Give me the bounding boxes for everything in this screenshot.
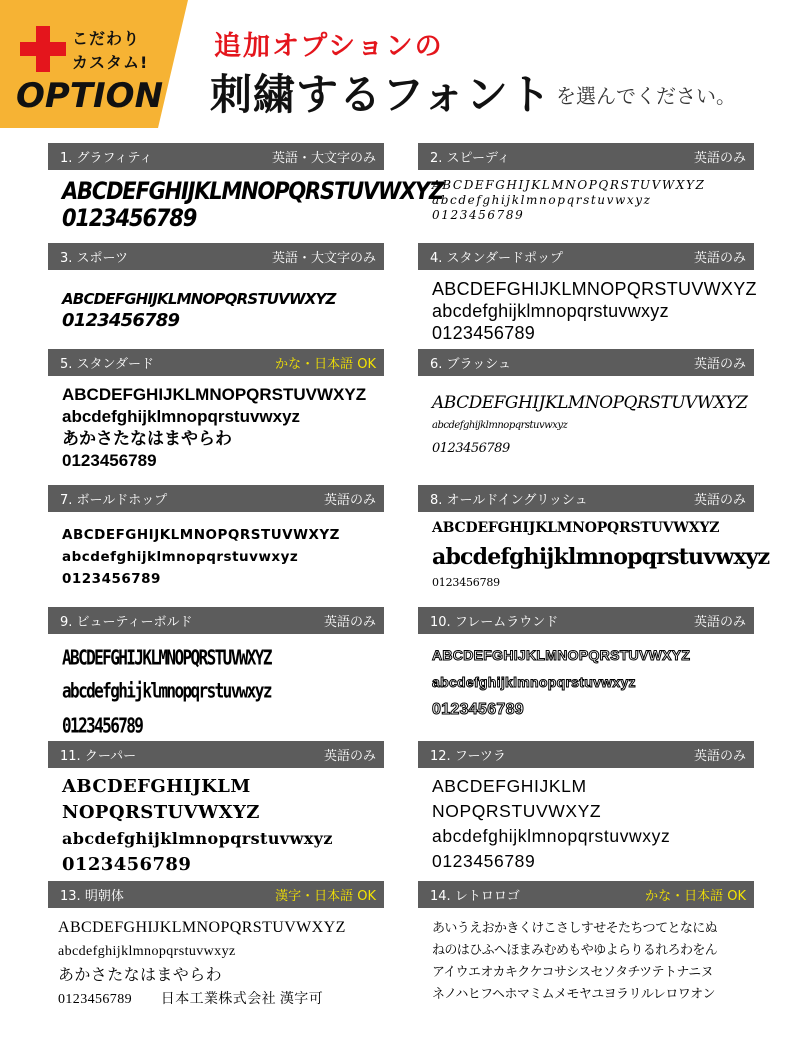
font-number: 7.	[60, 493, 73, 508]
sample-line: 0123456789	[432, 323, 536, 343]
font-option-12[interactable]	[418, 741, 754, 881]
badge-text-custom: カスタム!	[72, 53, 149, 72]
font-number: 3.	[60, 251, 73, 266]
sample-line: abcdefghijklmnopqrstuvwxyz	[62, 678, 271, 703]
sample-line: ねのはひふへほまみむめもやゆよらりるれろわをん	[432, 943, 718, 958]
sample-line: ABCDEFGHIJKLM	[432, 776, 587, 796]
font-header-bar	[418, 349, 754, 376]
sample-line: 0123456789	[432, 701, 524, 718]
font-sample	[418, 270, 757, 344]
font-support-tag: 英語・大文字のみ	[271, 251, 376, 266]
sample-line: 0123456789	[432, 851, 536, 871]
sample-line: 0123456789	[62, 204, 197, 232]
font-sample	[48, 634, 384, 739]
font-header-bar	[418, 881, 754, 908]
sample-line: abcdefghijklmnopqrstuvwxyz	[62, 407, 301, 426]
sample-line: ABCDEFGHIJKLMNOPQRSTUVWXYZ	[62, 527, 340, 543]
font-support-tag: 英語のみ	[693, 749, 746, 764]
sample-line: ABCDEFGHIJKLMNOPQRSTUVWXYZ	[62, 645, 271, 670]
font-option-7[interactable]	[48, 485, 384, 607]
font-name: クーパー	[84, 749, 137, 764]
font-option-14[interactable]	[418, 881, 754, 1003]
font-header-bar	[48, 485, 384, 512]
font-name: ビューティーボルド	[76, 615, 193, 630]
sample-line: abcdefghijklmnopqrstuvwxyz	[432, 544, 770, 570]
sample-line: ABCDEFGHIJKLMNOPQRSTUVWXYZ	[62, 385, 367, 404]
font-name: オールドイングリッシュ	[446, 493, 588, 508]
font-number: 5.	[60, 357, 73, 372]
font-support-tag: 英語のみ	[693, 251, 746, 266]
sample-line: 0123456789	[62, 713, 143, 738]
sample-line: あかさたなはまやらわ	[58, 967, 223, 984]
font-name: グラフィティ	[76, 151, 153, 166]
font-support-tag: 英語のみ	[323, 749, 376, 764]
sample-line: ABCDEFGHIJKLMNOPQRSTUVWXYZ	[62, 177, 443, 205]
font-option-8[interactable]	[418, 485, 770, 607]
font-number: 6.	[430, 357, 443, 372]
sample-line: 0123456789 日本工業株式会社 漢字可	[58, 992, 324, 1007]
font-name: ブラッシュ	[446, 357, 512, 372]
font-sample	[48, 170, 443, 232]
font-number: 2.	[430, 151, 443, 166]
red-cross-icon	[20, 26, 66, 72]
font-number: 1.	[60, 151, 73, 166]
font-option-6[interactable]	[418, 349, 754, 485]
font-number: 4.	[430, 251, 443, 266]
font-sample	[48, 376, 384, 472]
font-name: フーツラ	[454, 749, 506, 764]
sample-line: ABCDEFGHIJKLMNOPQRSTUVWXYZ	[58, 919, 346, 936]
font-support-tag: 漢字・日本語 OK	[275, 889, 376, 904]
sample-line: あかさたなはまやらわ	[62, 429, 232, 448]
font-header-bar	[48, 881, 384, 908]
font-sample	[418, 634, 754, 723]
font-name: スポーツ	[76, 251, 129, 266]
header-subtitle: 追加オプションの	[214, 31, 444, 62]
font-option-9[interactable]	[48, 607, 384, 741]
sample-line: 0123456789	[432, 441, 510, 456]
font-header-bar	[48, 741, 384, 768]
badge-text-option: OPTION	[16, 76, 164, 116]
font-header-bar	[418, 607, 754, 634]
font-sample	[418, 376, 754, 462]
font-option-10[interactable]	[418, 607, 754, 741]
font-number: 8.	[430, 493, 443, 508]
font-sample	[418, 512, 770, 592]
font-support-tag: かな・日本語 OK	[275, 357, 376, 372]
sample-line: abcdefghijklmnopqrstuvwxyz	[432, 420, 568, 431]
badge-text-kodawari: こだわり	[72, 29, 141, 48]
font-name: スタンダードポップ	[446, 251, 564, 266]
sample-line: 0123456789	[62, 854, 192, 875]
font-sample	[48, 512, 384, 590]
sample-line: NOPQRSTUVWXYZ	[432, 801, 602, 821]
sample-line: 0123456789	[62, 310, 180, 331]
font-option-4[interactable]	[418, 243, 757, 349]
font-option-13[interactable]	[48, 881, 384, 1007]
sample-line: abcdefghijklmnopqrstuvwxyz	[58, 944, 236, 959]
font-header-bar	[418, 243, 754, 270]
font-grid	[48, 143, 770, 1007]
font-support-tag: 英語のみ	[323, 615, 376, 630]
font-header-bar	[48, 607, 384, 634]
font-support-tag: 英語のみ	[693, 357, 746, 372]
font-option-3[interactable]	[48, 243, 384, 349]
sample-line: 0123456789	[62, 571, 161, 587]
sample-line: abcdefghijklmnopqrstuvwxyz	[62, 549, 299, 565]
font-support-tag: 英語のみ	[693, 493, 746, 508]
font-name: スタンダード	[76, 357, 155, 372]
sample-line: 0123456789	[62, 451, 157, 470]
sample-line: abcdefghijklmnopqrstuvwxyz	[432, 193, 652, 207]
sample-line: ABCDEFGHIJKLM	[62, 776, 251, 797]
font-header-bar	[418, 143, 754, 170]
font-name: スピーディ	[446, 151, 510, 166]
sample-line: ABCDEFGHIJKLMNOPQRSTUVWXYZ	[432, 393, 748, 413]
title-suffix: を選んでください。	[556, 84, 736, 108]
font-sample	[418, 768, 754, 874]
sample-line: ABCDEFGHIJKLMNOPQRSTUVWXYZ	[62, 290, 336, 308]
font-option-1[interactable]	[48, 143, 443, 243]
font-sample	[48, 270, 384, 332]
page-title: 刺繍するフォント	[210, 70, 552, 119]
font-support-tag: かな・日本語 OK	[645, 889, 746, 904]
font-sample	[48, 768, 384, 878]
font-number: 13.	[60, 889, 81, 904]
font-number: 9.	[60, 615, 73, 630]
sample-line: 0123456789	[432, 576, 500, 589]
sample-line: abcdefghijklmnopqrstuvwxyz	[62, 829, 333, 848]
sample-line: abcdefghijklmnopqrstuvwxyz	[432, 826, 671, 846]
font-header-bar	[418, 485, 754, 512]
font-header-bar	[418, 741, 754, 768]
sample-line: あいうえおかきくけこさしすせそたちつてとなにぬ	[432, 921, 718, 936]
font-support-tag: 英語のみ	[323, 493, 376, 508]
font-sample	[418, 908, 754, 1006]
font-option-2[interactable]	[418, 143, 754, 243]
sample-line: abcdefghijklmnopqrstuvwxyz	[432, 301, 669, 321]
font-option-11[interactable]	[48, 741, 384, 881]
font-header-bar	[48, 349, 384, 376]
font-sample	[418, 170, 754, 223]
font-sample	[48, 908, 384, 1012]
font-name: ボールドホップ	[76, 493, 168, 508]
sample-line: ABCDEFGHIJKLMNOPQRSTUVWXYZ	[432, 647, 691, 663]
font-number: 12.	[430, 749, 451, 764]
font-number: 14.	[430, 889, 451, 904]
font-option-5[interactable]	[48, 349, 384, 485]
sample-line: abcdefghijklmnopqrstuvwxyz	[432, 674, 636, 690]
font-support-tag: 英語のみ	[693, 615, 746, 630]
sample-line: NOPQRSTUVWXYZ	[62, 802, 260, 823]
font-support-tag: 英語のみ	[693, 151, 746, 166]
font-name: フレームラウンド	[454, 615, 559, 630]
sample-line: ネノハヒフヘホマミムメモヤユヨラリルレロワオン	[432, 987, 715, 1002]
font-support-tag: 英語・大文字のみ	[271, 151, 376, 166]
font-header-bar	[48, 143, 384, 170]
font-number: 10.	[430, 615, 451, 630]
sample-line: ABCDEFGHIJKLMNOPQRSTUVWXYZ	[432, 178, 706, 192]
sample-line: 0123456789	[432, 208, 525, 222]
sample-line: ABCDEFGHIJKLMNOPQRSTUVWXYZ	[432, 520, 720, 536]
font-name: レトロロゴ	[454, 889, 520, 904]
sample-line: ABCDEFGHIJKLMNOPQRSTUVWXYZ	[432, 279, 757, 299]
font-name: 明朝体	[84, 889, 124, 904]
sample-line: アイウエオカキクケコサシスセソタチツテトナニヌ	[432, 965, 714, 980]
font-header-bar	[48, 243, 384, 270]
font-number: 11.	[60, 749, 81, 764]
